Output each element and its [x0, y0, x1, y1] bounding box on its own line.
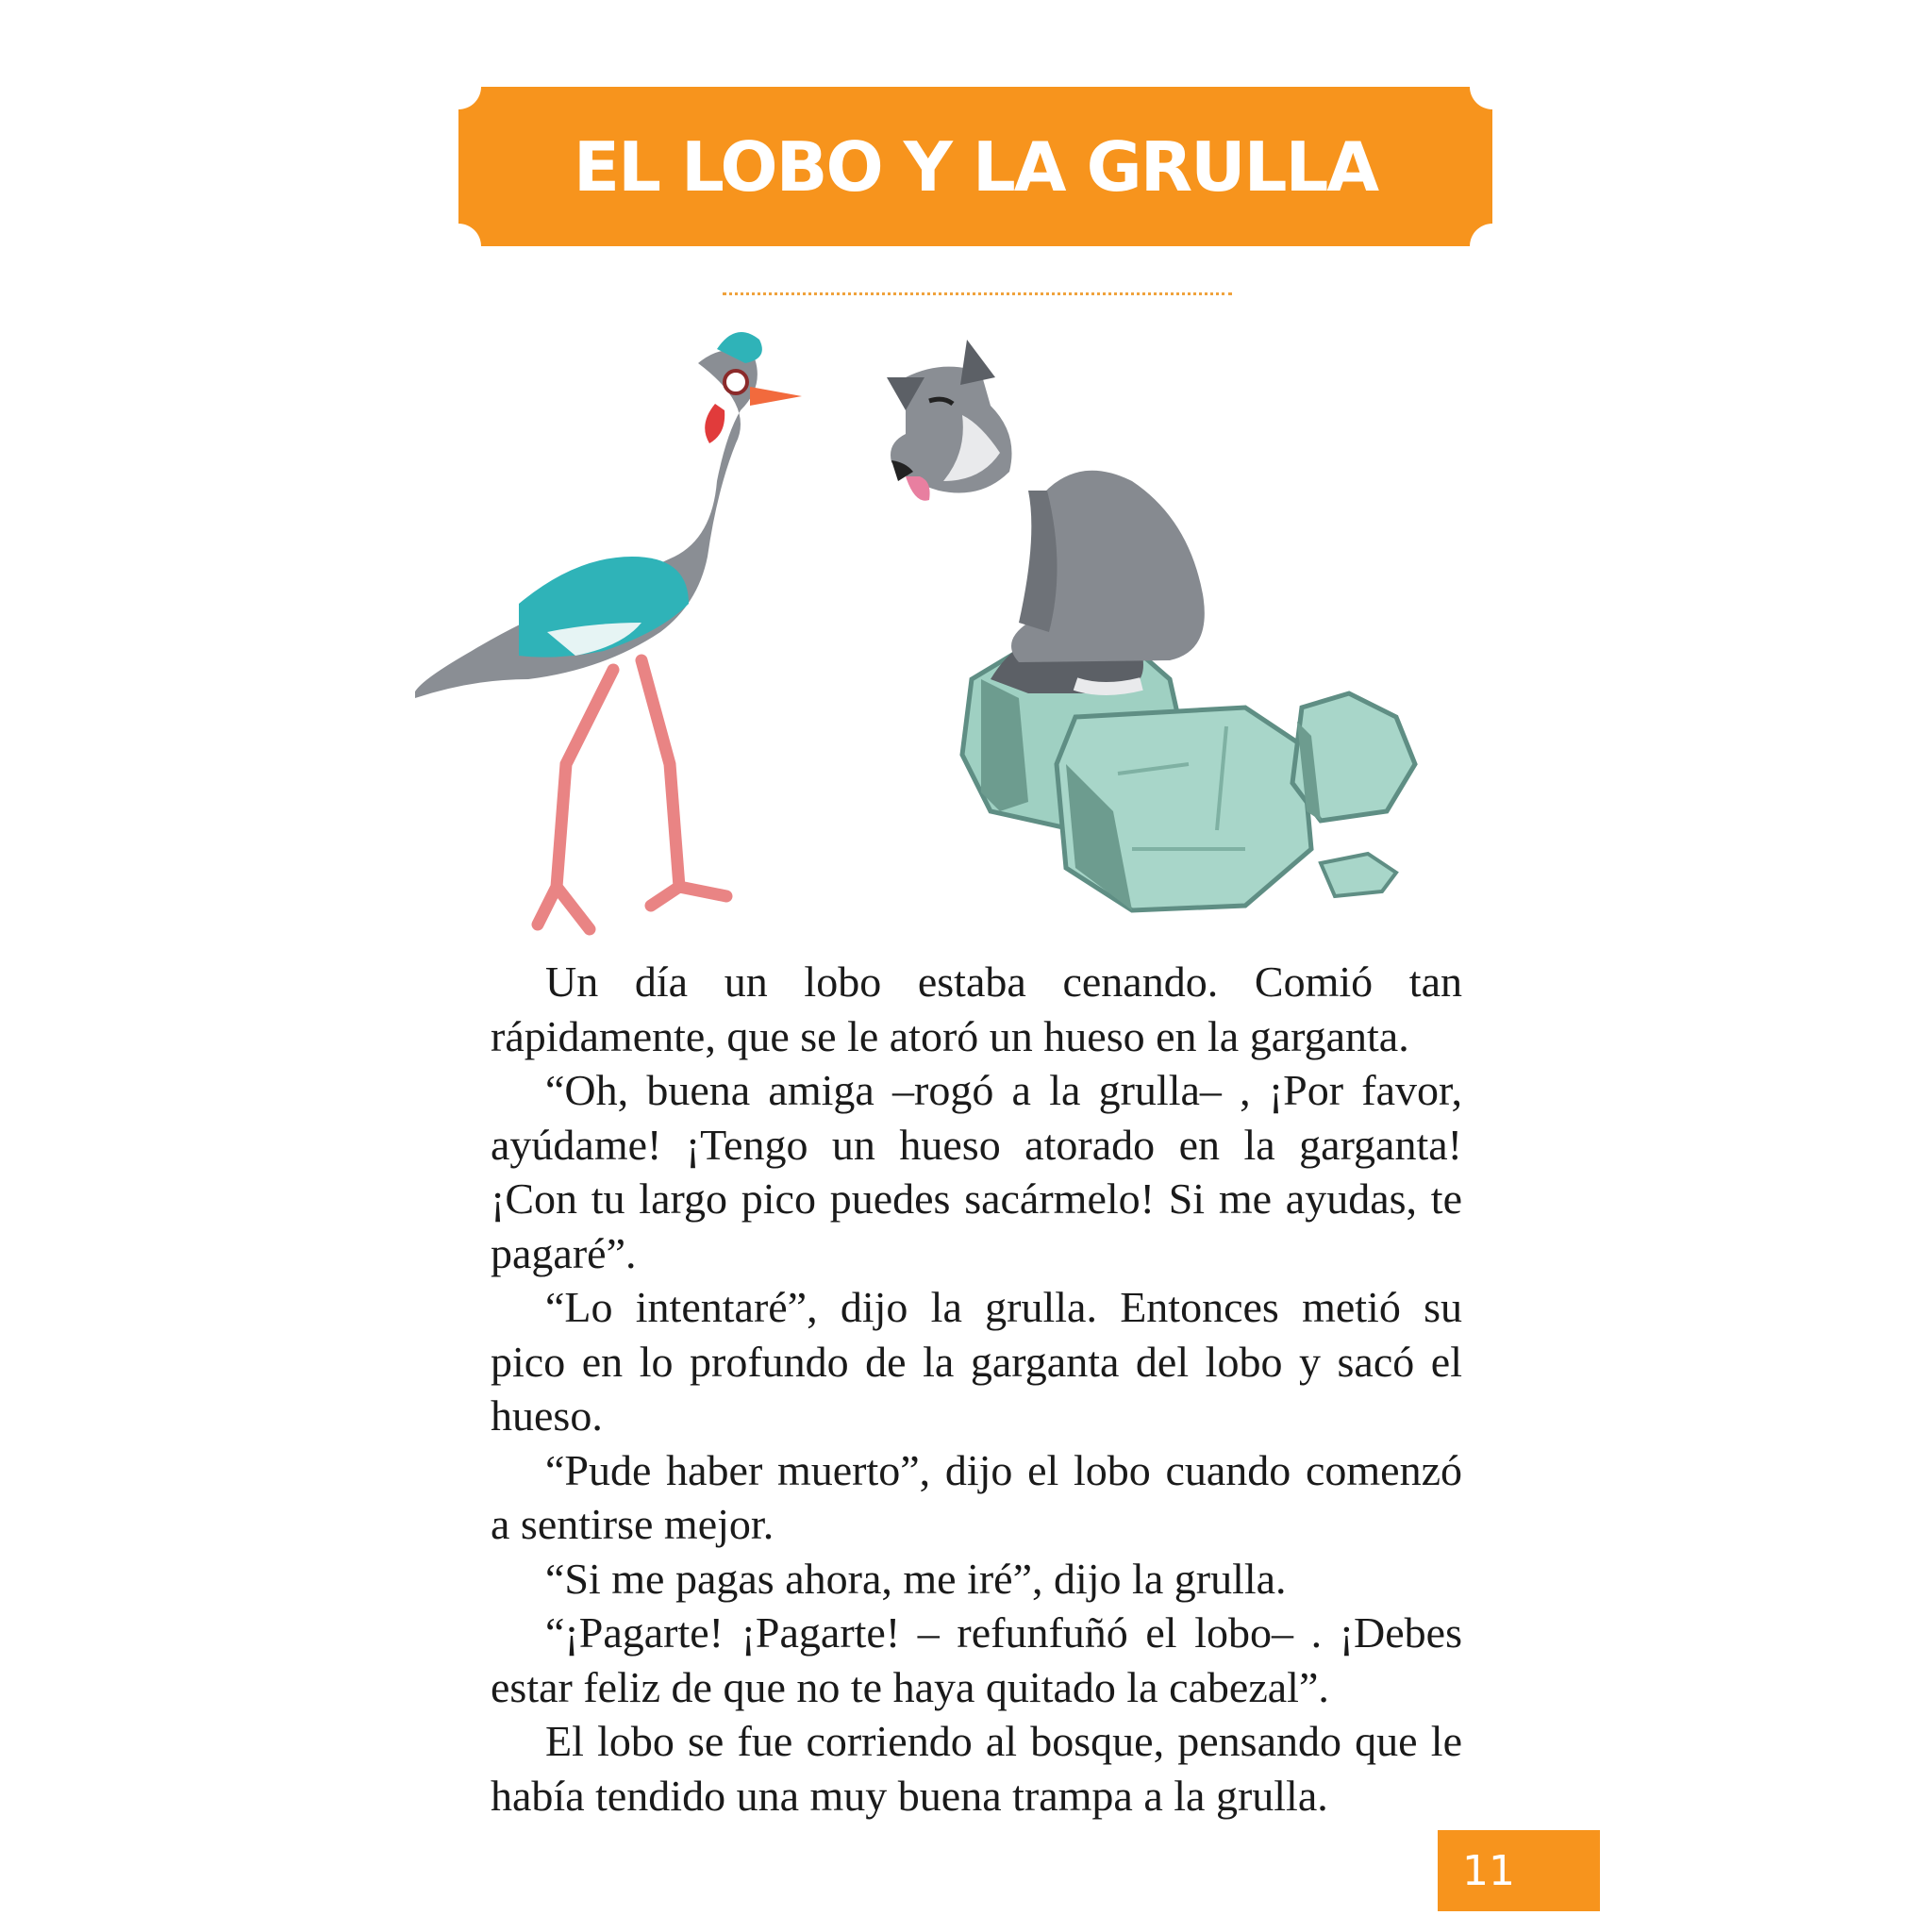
story-paragraph: El lobo se fue corriendo al bosque, pensando que le había tendido una muy buena trampa a la grulla. — [491, 1717, 1462, 1820]
crane-and-wolf-illustration — [415, 321, 1547, 943]
title-divider — [723, 292, 1232, 295]
story-paragraph: Un día un lobo estaba cenando. Comió tan rápidamente, que se le atoró un hueso en la garganta. — [491, 958, 1462, 1060]
story-paragraph: “¡Pagarte! ¡Pagarte! – refunfuñó el lobo– . ¡Debes estar feliz de que no te haya quitado la cabezal”. — [491, 1608, 1462, 1711]
story-paragraph: “Lo intentaré”, dijo la grulla. Entonces metió su pico en lo profundo de la garganta del lobo y sacó el hueso. — [491, 1283, 1462, 1440]
page-title: EL LOBO Y LA GRULLA — [573, 126, 1378, 207]
story-paragraph: “Si me pagas ahora, me iré”, dijo la grulla. — [545, 1554, 1287, 1603]
story-paragraph: “Oh, buena amiga –rogó a la grulla– , ¡Por favor, ayúdame! ¡Tengo un hueso atorado en la garganta! ¡Con tu largo pico puedes sacármelo! Si me ayudas, te pagaré”. — [491, 1066, 1462, 1277]
crane-illustration — [415, 332, 802, 929]
title-banner — [458, 87, 1492, 246]
page-number: 11 — [1438, 1830, 1600, 1911]
story-paragraph: “Pude haber muerto”, dijo el lobo cuando comenzó a sentirse mejor. — [491, 1445, 1462, 1548]
wolf-illustration — [887, 340, 1205, 693]
story-text — [491, 955, 1462, 1823]
